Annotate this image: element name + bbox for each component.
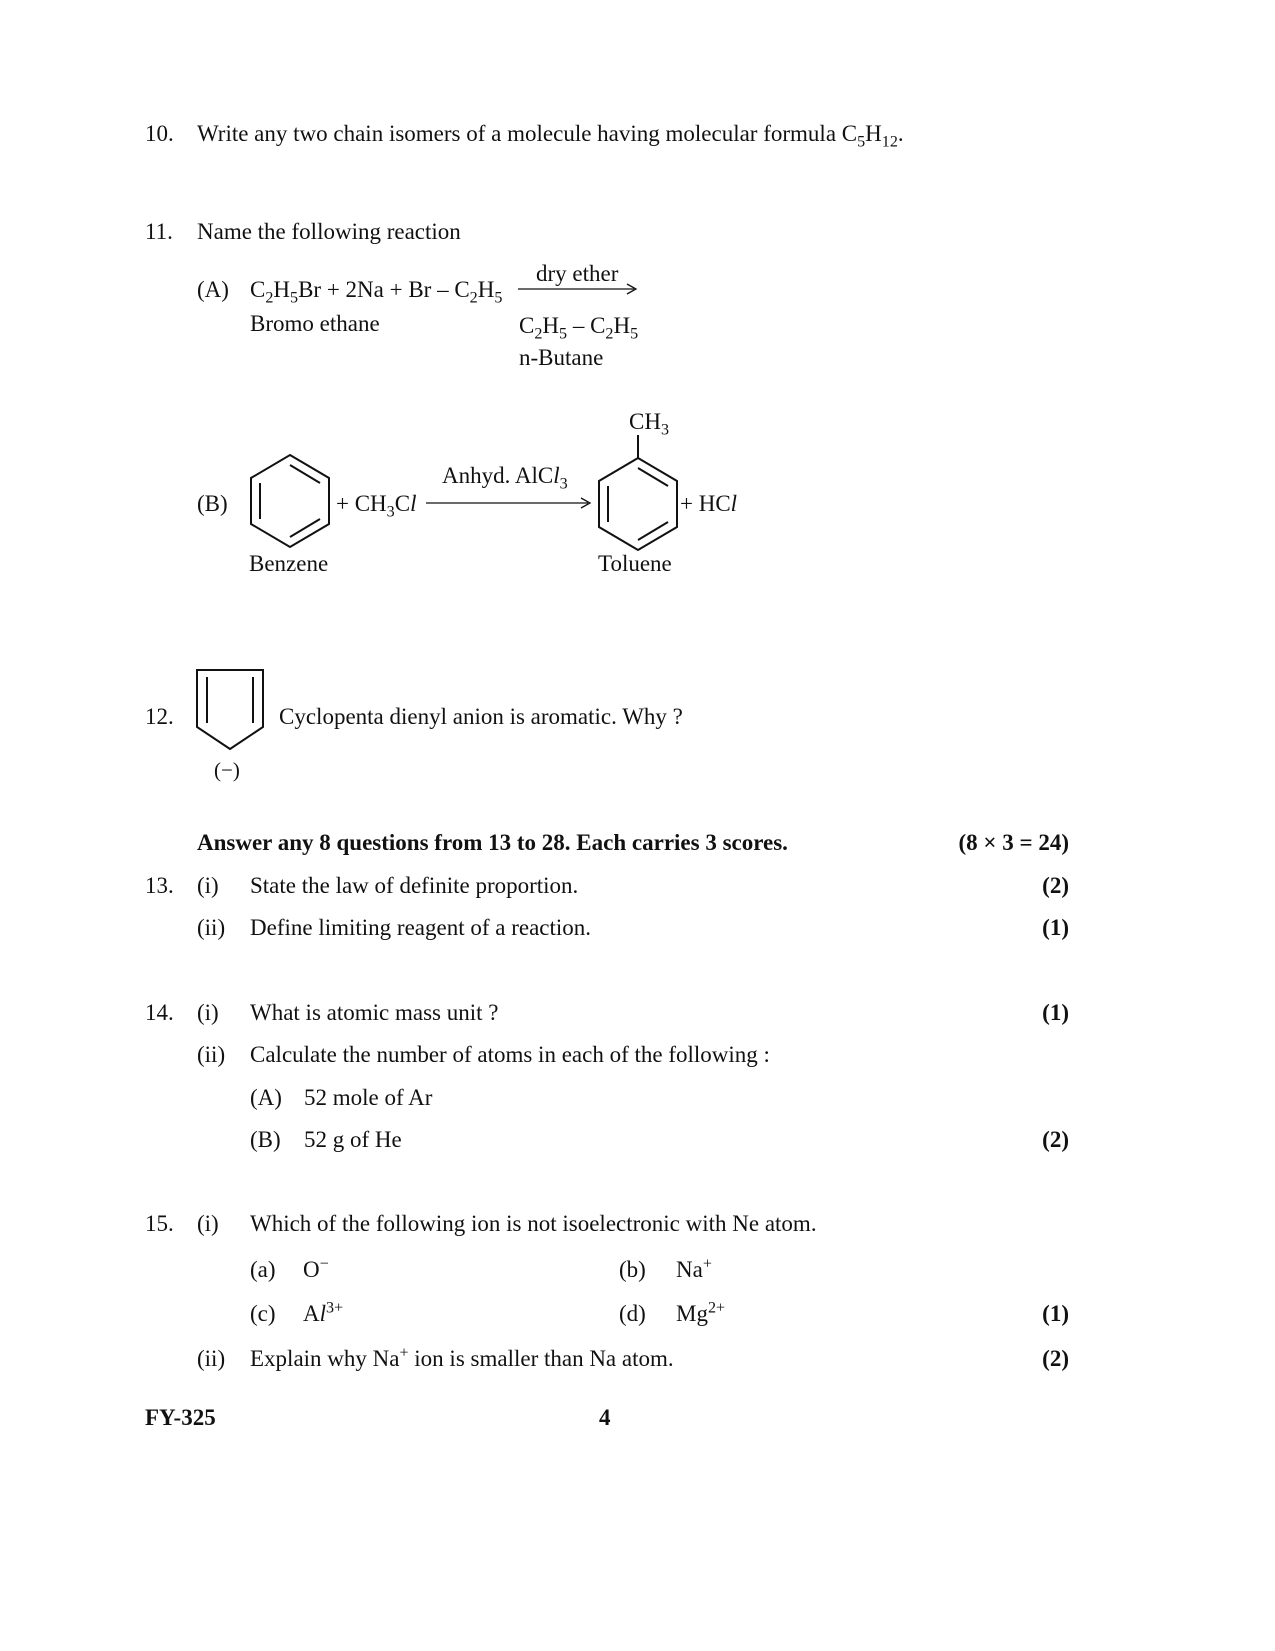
q14-ii-label: (ii) <box>197 1042 226 1067</box>
q12-charge: (−) <box>214 758 240 782</box>
q11-b-reactant-name: Benzene <box>249 551 329 576</box>
q11-a-reactants: $C_2H_5Br + 2Na + Br - C_2H_5$ <box>250 277 503 307</box>
q14-i-marks: (1) <box>1042 1000 1069 1025</box>
q15-opt-c: $Al^{3+}$ <box>303 1299 344 1326</box>
q15-ii-text: Explain why Na+ ion is smaller than Na atom. <box>250 1344 674 1371</box>
q11-a-label: (A) <box>197 277 229 302</box>
q10-text: Write any two chain isomers of a molecule having molecular formula $C_5H_{12}$. <box>197 121 904 151</box>
q13-i-text: State the law of definite proportion. <box>250 873 579 898</box>
q11-a-condition: dry ether <box>536 261 619 286</box>
benzene-ring <box>245 450 335 560</box>
q11-b-reagent: + $CH_3Cl$ <box>336 491 417 521</box>
q14-ii-text: Calculate the number of atoms in each of the following : <box>250 1042 770 1067</box>
q15-opt-a: O− <box>303 1255 329 1282</box>
q15-opt-b: Na+ <box>676 1255 712 1282</box>
q11-b-product-name: Toluene <box>598 551 672 576</box>
q15-i-marks: (1) <box>1042 1301 1069 1326</box>
q13-ii-marks: (1) <box>1042 915 1069 940</box>
q11-b-label: (B) <box>197 491 228 516</box>
q15-ii-label: (ii) <box>197 1346 226 1371</box>
q13-i-marks: (2) <box>1042 873 1069 898</box>
q14-b-text: 52 g of He <box>304 1127 402 1152</box>
page-number: 4 <box>599 1405 611 1430</box>
q11-number: 11. <box>145 219 173 244</box>
q11-a-product: $C_2H_5 - C_2H_5$ <box>519 313 639 343</box>
q14-a-label: (A) <box>250 1085 282 1110</box>
footer-code: FY-325 <box>145 1405 216 1430</box>
q13-i-label: (i) <box>197 873 219 898</box>
q11-b-byproduct: + HCl <box>680 491 738 516</box>
q12-text: Cyclopenta dienyl anion is aromatic. Why ? <box>279 704 683 729</box>
section-marks: (8 × 3 = 24) <box>958 830 1069 855</box>
q11-a-reactant-name: Bromo ethane <box>250 311 380 336</box>
q11-text: Name the following reaction <box>197 219 461 244</box>
q11-a-product-name: n-Butane <box>519 345 604 370</box>
q15-opt-a-label: (a) <box>250 1257 276 1282</box>
q13-number: 13. <box>145 873 174 898</box>
q15-number: 15. <box>145 1211 174 1236</box>
q12-number: 12. <box>145 704 174 729</box>
q14-i-text: What is atomic mass unit ? <box>250 1000 499 1025</box>
q15-i-label: (i) <box>197 1211 219 1236</box>
q11-b-arrow <box>424 496 594 510</box>
toluene-ring <box>593 430 683 560</box>
q10-number: 10. <box>145 121 174 146</box>
cyclopentadienyl-anion <box>190 665 270 755</box>
q15-opt-b-label: (b) <box>619 1257 646 1282</box>
q14-i-label: (i) <box>197 1000 219 1025</box>
q13-ii-label: (ii) <box>197 915 226 940</box>
q11-b-condition: Anhyd. AlCl$_3$ <box>442 463 568 493</box>
q13-ii-text: Define limiting reagent of a reaction. <box>250 915 592 940</box>
q15-ii-marks: (2) <box>1042 1346 1069 1371</box>
q15-i-text: Which of the following ion is not isoelectronic with Ne atom. <box>250 1211 817 1236</box>
q14-number: 14. <box>145 1000 174 1025</box>
q14-ii-marks: (2) <box>1042 1127 1069 1152</box>
q14-b-label: (B) <box>250 1127 281 1152</box>
q15-opt-d-label: (d) <box>619 1301 646 1326</box>
q11-a-arrow <box>516 282 641 296</box>
q15-opt-d: $Mg^{2+}$ <box>676 1299 726 1326</box>
q15-opt-c-label: (c) <box>250 1301 276 1326</box>
toluene-substituent: $CH_3$ <box>629 409 669 439</box>
q14-a-text: 52 mole of Ar <box>304 1085 433 1110</box>
section-instruction: Answer any 8 questions from 13 to 28. Each carries 3 scores. <box>197 830 788 855</box>
